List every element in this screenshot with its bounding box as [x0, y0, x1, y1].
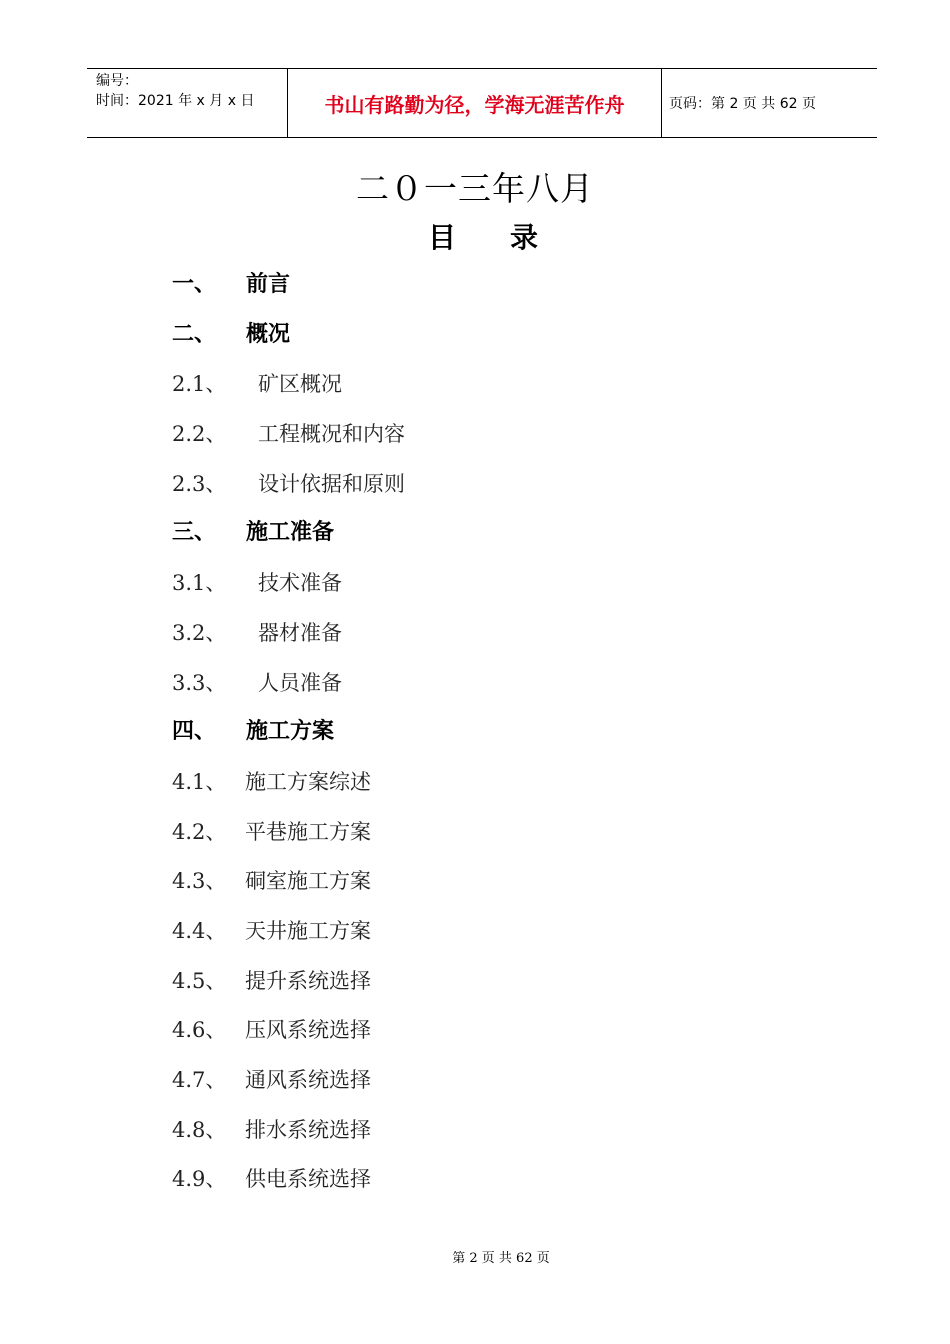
- toc-entry-text: 供电系统选择: [245, 1167, 371, 1192]
- toc-entry-text: 天井施工方案: [245, 918, 371, 943]
- toc-entry-text: 设计依据和原则: [258, 471, 405, 496]
- toc-entry-text: 平巷施工方案: [245, 819, 371, 844]
- toc-entry-number: 4.4、: [172, 918, 227, 943]
- page-header: [87, 68, 877, 138]
- toc-entry-number: 4.8、: [172, 1117, 227, 1142]
- toc-heading-right: 录: [510, 221, 539, 254]
- toc-entry-text: 工程概况和内容: [258, 422, 405, 447]
- toc-entry-text: 概况: [246, 321, 291, 347]
- toc-entry-number: 3.3、: [172, 670, 227, 695]
- toc-subsection-entry: [172, 916, 405, 966]
- document-time-label: 时间：2021 年 x 月 x 日: [96, 93, 255, 109]
- toc-entry-number: 3.1、: [172, 571, 227, 596]
- header-motto: 书山有路勤为径，学海无涯苦作舟: [324, 92, 625, 117]
- document-date-title: 二０一三年八月: [356, 169, 594, 208]
- toc-subsection-entry: [172, 568, 405, 618]
- toc-entry-text: 施工方案综述: [245, 769, 371, 794]
- toc-entry-number: 3.2、: [172, 620, 227, 645]
- toc-entry-number: 4.1、: [172, 769, 227, 794]
- toc-entry-text: 排水系统选择: [245, 1117, 371, 1142]
- toc-entry-number: 三、: [172, 520, 217, 546]
- toc-entry-number: 4.5、: [172, 968, 227, 993]
- toc-entry-text: 提升系统选择: [245, 968, 371, 993]
- toc-subsection-entry: [172, 817, 405, 867]
- toc-entry-number: 4.9、: [172, 1167, 227, 1192]
- toc-entry-text: 矿区概况: [258, 372, 342, 397]
- toc-entry-text: 硐室施工方案: [245, 869, 371, 894]
- toc-entry-number: 2.2、: [172, 422, 227, 447]
- toc-entry-text: 人员准备: [258, 670, 342, 695]
- toc-entry-text: 器材准备: [258, 620, 342, 645]
- toc-subsection-entry: [172, 1164, 405, 1214]
- toc-subsection-entry: [172, 419, 405, 469]
- toc-section-entry: [172, 717, 405, 767]
- toc-entry-number: 一、: [172, 272, 217, 297]
- toc-subsection-entry: [172, 966, 405, 1016]
- header-divider-right: [661, 69, 662, 137]
- toc-entry-number: 2.1、: [172, 372, 227, 397]
- toc-entry-number: 4.2、: [172, 819, 227, 844]
- document-number-label: 编号：: [96, 73, 138, 89]
- toc-subsection-entry: [172, 469, 405, 519]
- toc-entry-text: 前言: [246, 272, 291, 297]
- toc-entry-number: 4.6、: [172, 1018, 227, 1043]
- toc-subsection-entry: [172, 668, 405, 718]
- toc-entry-text: 压风系统选择: [245, 1018, 371, 1043]
- header-page-info: 页码：第 2 页 共 62 页: [669, 96, 816, 112]
- page-footer: 第 2 页 共 62 页: [452, 1251, 550, 1266]
- toc-subsection-entry: [172, 369, 405, 419]
- table-of-contents: [172, 270, 405, 1214]
- toc-entry-number: 二、: [172, 321, 217, 347]
- toc-subsection-entry: [172, 1015, 405, 1065]
- document-meta: [87, 69, 287, 137]
- toc-heading-left: 目: [427, 221, 456, 254]
- toc-entry-number: 4.3、: [172, 869, 227, 894]
- toc-subsection-entry: [172, 767, 405, 817]
- toc-section-entry: [172, 320, 405, 370]
- toc-entry-text: 施工准备: [246, 520, 335, 546]
- toc-entry-number: 四、: [172, 719, 217, 745]
- toc-entry-text: 通风系统选择: [245, 1068, 371, 1092]
- toc-subsection-entry: [172, 1065, 405, 1115]
- toc-subsection-entry: [172, 1115, 405, 1165]
- toc-entry-number: 2.3、: [172, 471, 227, 496]
- toc-entry-text: 施工方案: [246, 719, 335, 745]
- toc-heading: [8, 216, 950, 256]
- toc-entry-number: 4.7、: [172, 1068, 227, 1092]
- toc-section-entry: [172, 270, 405, 320]
- toc-entry-text: 技术准备: [258, 571, 342, 596]
- toc-section-entry: [172, 518, 405, 568]
- toc-subsection-entry: [172, 618, 405, 668]
- toc-subsection-entry: [172, 866, 405, 916]
